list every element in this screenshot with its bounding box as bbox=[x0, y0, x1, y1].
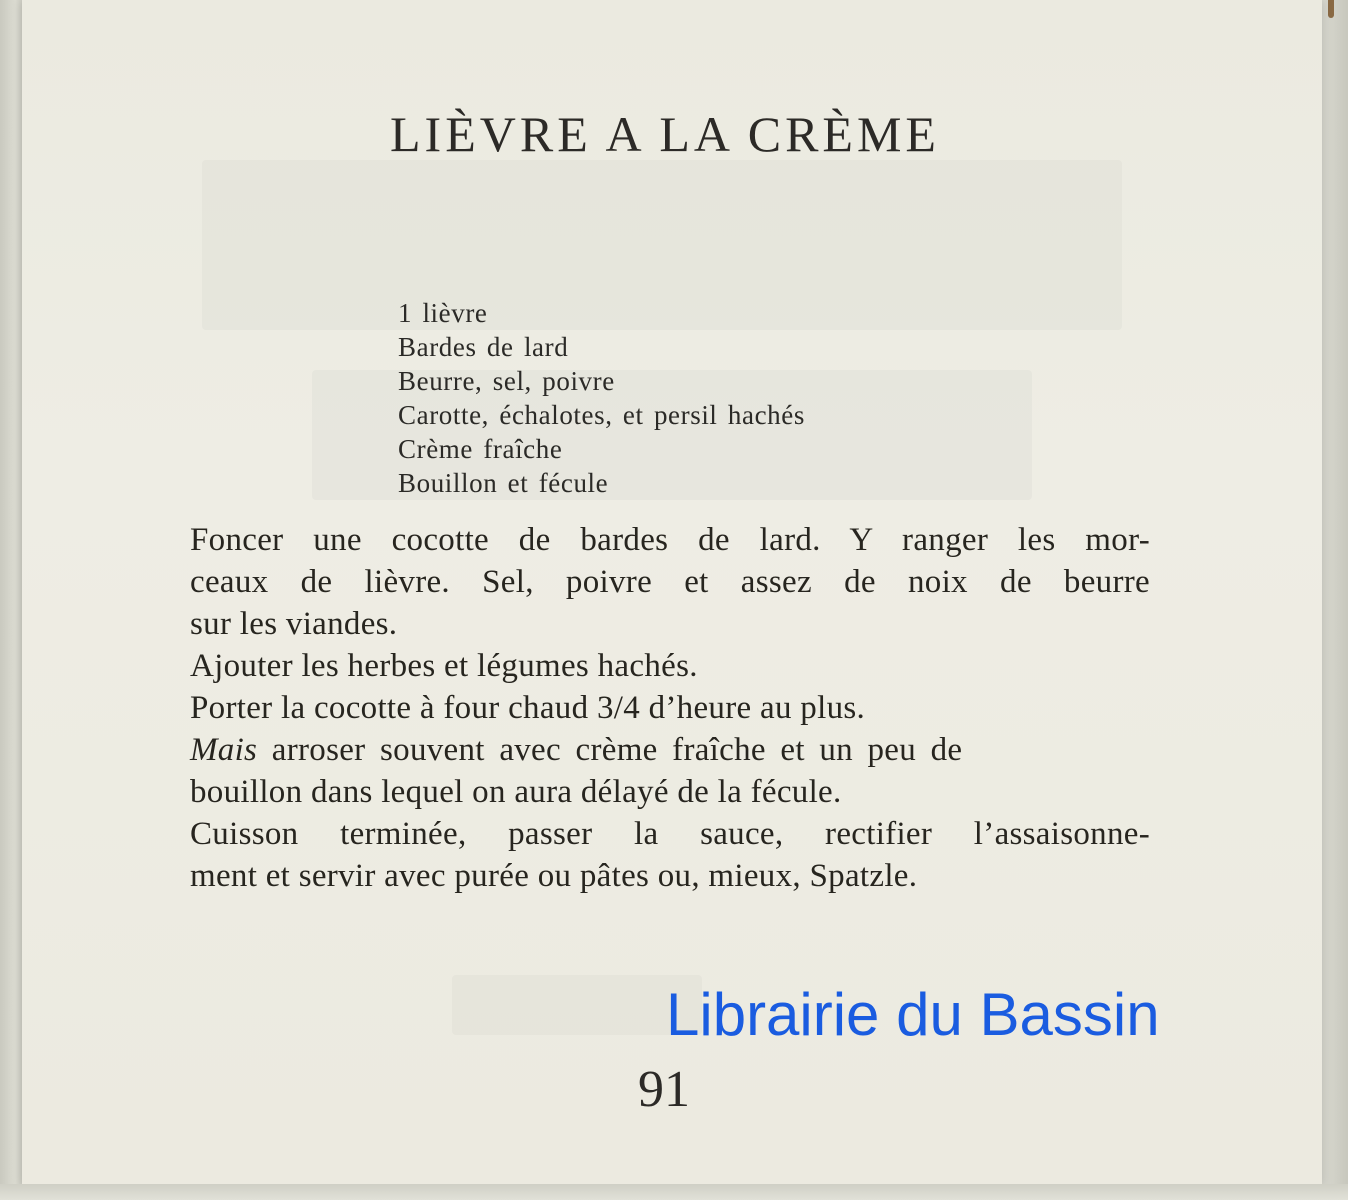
instruction-line: Foncer une cocotte de bardes de lard. Y ranger les mor- bbox=[190, 522, 1150, 558]
ingredient-item: 1 lièvre bbox=[398, 298, 488, 328]
ingredient-list bbox=[398, 296, 805, 500]
instruction-line: ment et servir avec purée ou pâtes ou, mieux, Spatzle. bbox=[190, 858, 918, 894]
instruction-line-rest: arroser souvent avec crème fraîche et un peu de bbox=[257, 732, 963, 768]
instruction-line: Porter la cocotte à four chaud 3/4 d’heure au plus. bbox=[190, 690, 866, 726]
instruction-line-mais bbox=[190, 729, 1150, 771]
ingredient-item: Carotte, échalotes, et persil hachés bbox=[398, 400, 805, 430]
ingredient-item: Bouillon et fécule bbox=[398, 468, 609, 498]
emphasis-mais: Mais bbox=[190, 732, 258, 768]
instruction-line: Ajouter les herbes et légumes hachés. bbox=[190, 648, 698, 684]
binding-string bbox=[1328, 0, 1334, 18]
recipe-title: LIÈVRE A LA CRÈME bbox=[390, 106, 940, 162]
page-number: 91 bbox=[638, 1061, 690, 1118]
instruction-line: Cuisson terminée, passer la sauce, rectifier l’assaisonne- bbox=[190, 816, 1150, 852]
ingredient-item: Bardes de lard bbox=[398, 332, 569, 362]
show-through-block bbox=[452, 975, 702, 1035]
book-left-edge bbox=[0, 0, 22, 1200]
instructions-paragraph bbox=[190, 519, 1150, 897]
instruction-line: ceaux de lièvre. Sel, poivre et assez de noix de beurre bbox=[190, 564, 1150, 600]
ingredient-item: Beurre, sel, poivre bbox=[398, 366, 615, 396]
instruction-line: bouillon dans lequel on aura délayé de la fécule. bbox=[190, 774, 842, 810]
book-right-edge bbox=[1322, 0, 1348, 1200]
instruction-line: sur les viandes. bbox=[190, 606, 398, 642]
ingredient-item: Crème fraîche bbox=[398, 434, 563, 464]
watermark-text: Librairie du Bassin bbox=[666, 981, 1160, 1048]
book-bottom-edge bbox=[0, 1184, 1348, 1200]
